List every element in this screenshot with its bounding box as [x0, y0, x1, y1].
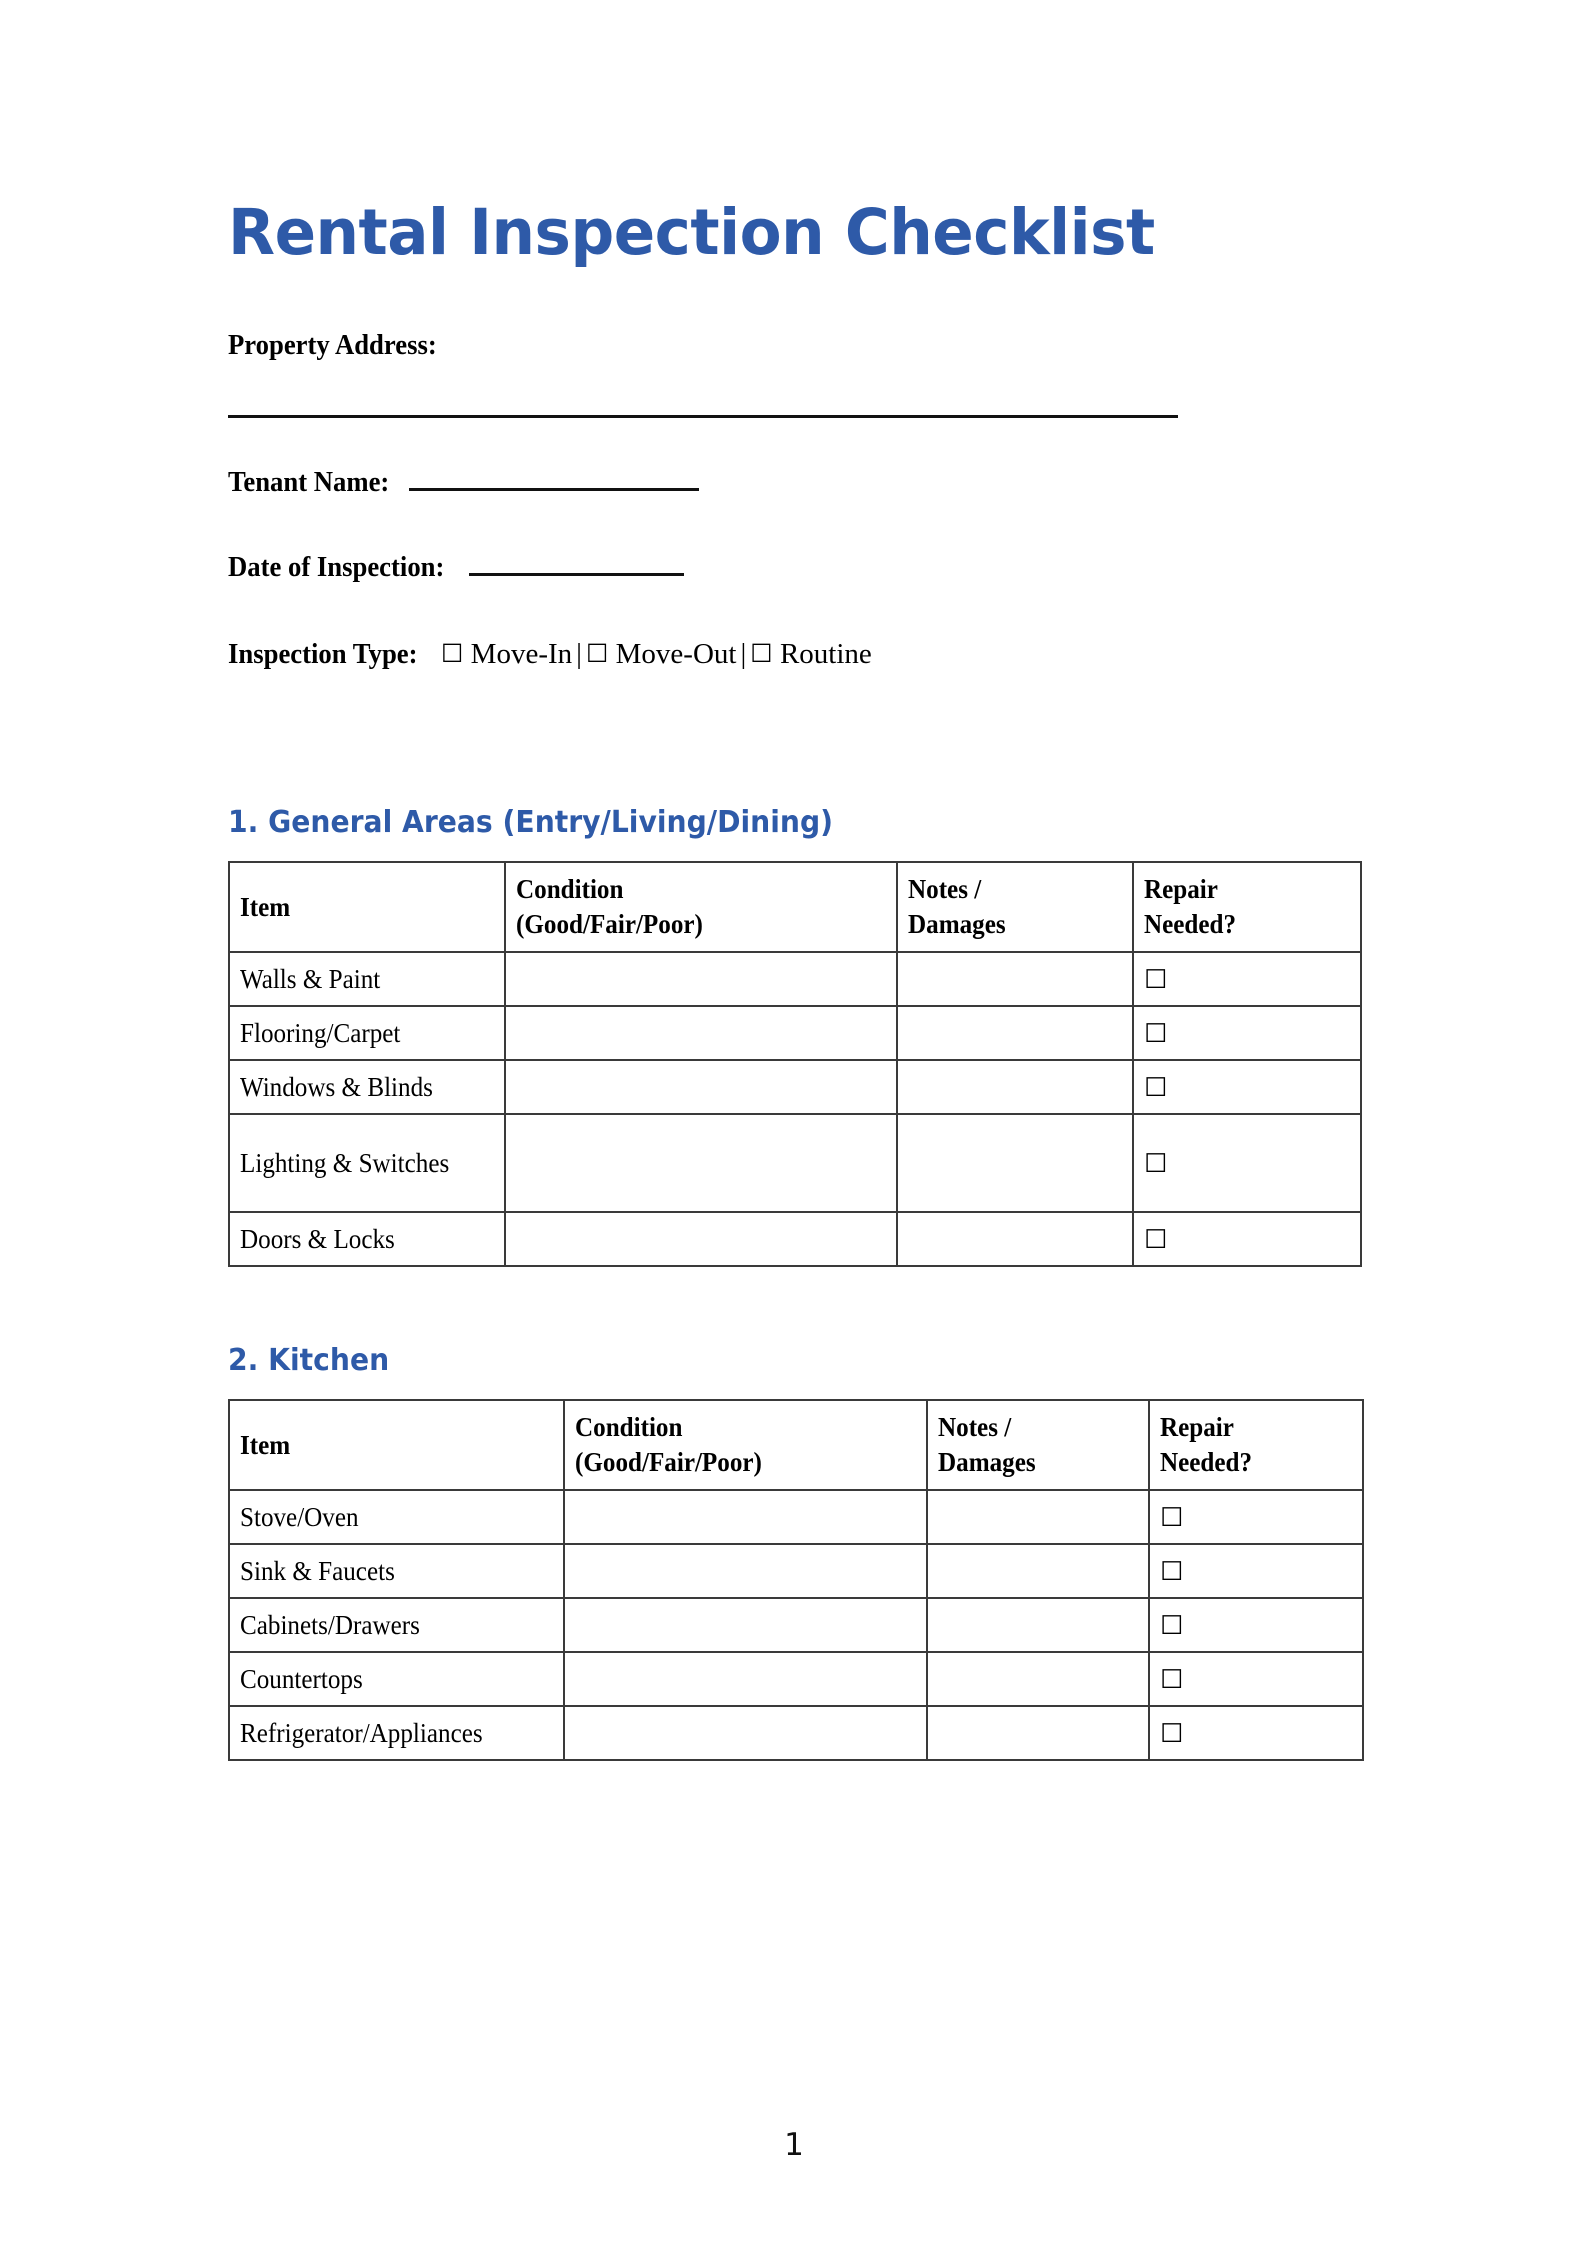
column-header-notes-line1: Notes / — [938, 1411, 1012, 1442]
cell-notes[interactable] — [897, 1006, 1133, 1060]
checkbox-repair-icon[interactable]: ☐ — [1160, 1718, 1184, 1749]
cell-item — [229, 1490, 564, 1544]
cell-repair[interactable] — [1133, 1114, 1361, 1212]
table-row — [229, 1598, 1363, 1652]
checkbox-repair-icon[interactable]: ☐ — [1144, 1072, 1168, 1103]
table-row — [229, 1706, 1363, 1760]
cell-notes[interactable] — [927, 1598, 1149, 1652]
cell-repair[interactable] — [1149, 1706, 1363, 1760]
checkbox-repair-icon[interactable]: ☐ — [1144, 1018, 1168, 1049]
column-header-item — [229, 862, 505, 952]
item-label: Windows & Blinds — [240, 1071, 433, 1102]
table-row — [229, 952, 1361, 1006]
cell-repair[interactable] — [1149, 1598, 1363, 1652]
general-areas-table — [228, 861, 1362, 1267]
section-heading-general-areas: 1. General Areas (Entry/Living/Dining) — [228, 805, 834, 841]
column-header-notes-line1: Notes / — [908, 873, 982, 904]
cell-repair[interactable] — [1133, 1006, 1361, 1060]
cell-condition[interactable] — [564, 1706, 927, 1760]
column-header-repair-line1: Repair — [1160, 1411, 1234, 1442]
table-row — [229, 1212, 1361, 1266]
column-header-item-label: Item — [240, 891, 291, 922]
checkbox-repair-icon[interactable]: ☐ — [1144, 964, 1168, 995]
column-header-repair — [1133, 862, 1361, 952]
cell-notes[interactable] — [897, 1212, 1133, 1266]
cell-item — [229, 1706, 564, 1760]
page-title: Rental Inspection Checklist — [228, 196, 1155, 269]
cell-notes[interactable] — [927, 1652, 1149, 1706]
checkbox-move-out-icon[interactable]: ☐ — [585, 638, 609, 668]
cell-repair[interactable] — [1149, 1652, 1363, 1706]
checkbox-repair-icon[interactable]: ☐ — [1144, 1224, 1168, 1255]
item-label: Stove/Oven — [240, 1501, 359, 1532]
table-row — [229, 1490, 1363, 1544]
cell-notes[interactable] — [897, 1060, 1133, 1114]
inspection-type-option-move-out[interactable]: Move-Out — [615, 637, 737, 670]
column-header-condition — [564, 1400, 927, 1490]
table-row — [229, 1060, 1361, 1114]
cell-notes[interactable] — [927, 1706, 1149, 1760]
checkbox-repair-icon[interactable]: ☐ — [1160, 1556, 1184, 1587]
property-address-field — [228, 328, 1376, 418]
date-of-inspection-label: Date of Inspection: — [228, 550, 445, 583]
checkbox-repair-icon[interactable]: ☐ — [1144, 1148, 1168, 1179]
date-of-inspection-input-line[interactable] — [469, 551, 684, 576]
tenant-name-label: Tenant Name: — [228, 465, 390, 498]
column-header-notes-line2: Damages — [908, 909, 1006, 940]
cell-notes[interactable] — [897, 1114, 1133, 1212]
cell-item — [229, 1060, 505, 1114]
cell-condition[interactable] — [505, 1060, 897, 1114]
column-header-item-label: Item — [240, 1429, 291, 1460]
cell-item — [229, 1006, 505, 1060]
cell-repair[interactable] — [1149, 1490, 1363, 1544]
inspection-type-option-routine[interactable]: Routine — [779, 637, 872, 670]
item-label: Refrigerator/Appliances — [240, 1717, 483, 1748]
cell-repair[interactable] — [1133, 1060, 1361, 1114]
inspection-type-option-move-in[interactable]: Move-In — [470, 637, 573, 670]
property-address-input-line[interactable] — [228, 415, 1178, 418]
column-header-condition-line2: (Good/Fair/Poor) — [575, 1447, 762, 1478]
checkbox-repair-icon[interactable]: ☐ — [1160, 1664, 1184, 1695]
column-header-notes — [897, 862, 1133, 952]
table-row — [229, 1114, 1361, 1212]
cell-repair[interactable] — [1133, 952, 1361, 1006]
cell-repair[interactable] — [1133, 1212, 1361, 1266]
item-label: Sink & Faucets — [240, 1555, 395, 1586]
inspection-type-options — [441, 638, 872, 671]
item-label: Countertops — [240, 1663, 363, 1694]
column-header-repair-line2: Needed? — [1160, 1447, 1253, 1478]
table-row — [229, 1006, 1361, 1060]
column-header-notes — [927, 1400, 1149, 1490]
inspection-type-row — [228, 637, 1376, 672]
column-header-item — [229, 1400, 564, 1490]
date-of-inspection-row — [228, 550, 1376, 585]
cell-item — [229, 1114, 505, 1212]
property-address-label: Property Address: — [228, 329, 437, 362]
table-row — [229, 1544, 1363, 1598]
page-number: 1 — [784, 2127, 804, 2163]
cell-notes[interactable] — [927, 1490, 1149, 1544]
item-label: Walls & Paint — [240, 963, 381, 994]
cell-condition[interactable] — [564, 1598, 927, 1652]
document-content — [228, 0, 1376, 1761]
cell-item — [229, 1212, 505, 1266]
cell-condition[interactable] — [564, 1652, 927, 1706]
item-label: Doors & Locks — [240, 1223, 395, 1254]
cell-item — [229, 952, 505, 1006]
inspection-type-separator-2: | — [740, 637, 747, 670]
checkbox-move-in-icon[interactable]: ☐ — [441, 638, 464, 668]
tenant-name-input-line[interactable] — [409, 466, 699, 491]
cell-condition[interactable] — [505, 1212, 897, 1266]
column-header-condition-line1: Condition — [575, 1411, 683, 1442]
checkbox-repair-icon[interactable]: ☐ — [1160, 1610, 1184, 1641]
item-label: Lighting & Switches — [240, 1147, 450, 1178]
kitchen-table — [228, 1399, 1364, 1761]
column-header-repair-line2: Needed? — [1144, 909, 1237, 940]
column-header-repair — [1149, 1400, 1363, 1490]
cell-condition[interactable] — [505, 1006, 897, 1060]
section-heading-kitchen: 2. Kitchen — [228, 1343, 390, 1379]
table-row — [229, 1652, 1363, 1706]
cell-repair[interactable] — [1149, 1544, 1363, 1598]
cell-item — [229, 1544, 564, 1598]
inspection-type-separator-1: | — [576, 637, 582, 670]
column-header-repair-line1: Repair — [1144, 873, 1218, 904]
table-header-row — [229, 862, 1361, 952]
cell-notes[interactable] — [897, 952, 1133, 1006]
cell-condition[interactable] — [505, 1114, 897, 1212]
cell-item — [229, 1652, 564, 1706]
cell-condition[interactable] — [505, 952, 897, 1006]
cell-item — [229, 1598, 564, 1652]
cell-condition[interactable] — [564, 1490, 927, 1544]
cell-condition[interactable] — [564, 1544, 927, 1598]
table-header-row — [229, 1400, 1363, 1490]
tenant-name-row — [228, 465, 1376, 500]
column-header-condition-line2: (Good/Fair/Poor) — [516, 909, 703, 940]
column-header-notes-line2: Damages — [938, 1447, 1036, 1478]
item-label: Flooring/Carpet — [240, 1017, 401, 1048]
checkbox-routine-icon[interactable]: ☐ — [750, 638, 773, 668]
column-header-condition — [505, 862, 897, 952]
cell-notes[interactable] — [927, 1544, 1149, 1598]
item-label: Cabinets/Drawers — [240, 1609, 420, 1640]
property-address-row — [228, 328, 1376, 363]
checkbox-repair-icon[interactable]: ☐ — [1160, 1502, 1184, 1533]
inspection-type-label: Inspection Type: — [228, 637, 418, 670]
column-header-condition-line1: Condition — [516, 873, 624, 904]
